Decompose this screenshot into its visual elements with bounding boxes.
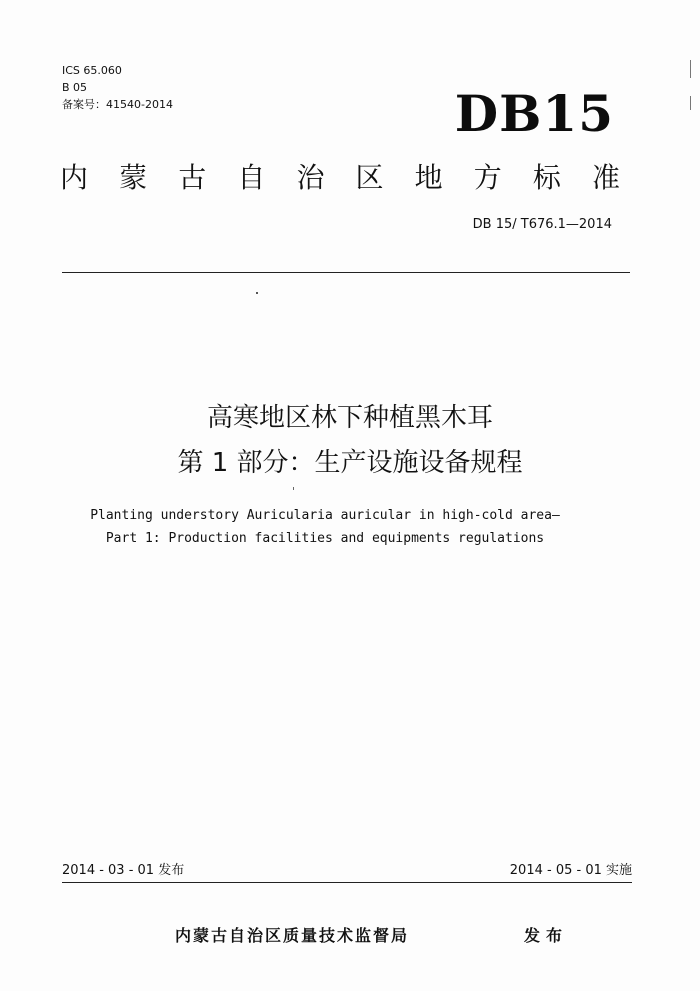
standard-type-char: 区 bbox=[355, 161, 384, 194]
standard-type-char: 内 bbox=[60, 161, 89, 194]
ics-code: ICS 65.060 bbox=[62, 64, 122, 77]
class-code: B 05 bbox=[62, 81, 88, 94]
standard-type-char: 蒙 bbox=[119, 161, 148, 194]
standard-type-char: 自 bbox=[237, 161, 266, 194]
db15-logo: DB15 bbox=[454, 84, 614, 143]
standard-type-char: 古 bbox=[178, 161, 207, 194]
classification-block bbox=[62, 62, 173, 113]
standard-type-heading bbox=[60, 160, 620, 196]
top-divider bbox=[62, 272, 630, 273]
issuing-authority: 内蒙古自治区质量技术监督局 bbox=[175, 926, 410, 945]
standard-code: DB 15/ T676.1—2014 bbox=[472, 217, 612, 232]
title-english-line-2: Part 1: Production facilities and equipments regulations bbox=[105, 531, 545, 546]
scan-speck bbox=[293, 487, 294, 490]
standard-type-char: 标 bbox=[532, 161, 561, 194]
scan-edge-mark bbox=[690, 60, 691, 78]
standard-type-char: 治 bbox=[296, 161, 325, 194]
filing-number: 备案号：41540-2014 bbox=[62, 98, 173, 111]
standard-type-char: 方 bbox=[473, 161, 502, 194]
title-english-line-1: Planting understory Auricularia auricular in high-cold area— bbox=[90, 508, 560, 523]
publish-date: 2014 - 03 - 01 发布 bbox=[62, 863, 185, 878]
bottom-divider bbox=[62, 882, 632, 883]
implement-date: 2014 - 05 - 01 实施 bbox=[509, 863, 632, 878]
issue-label: 发布 bbox=[524, 926, 569, 945]
title-chinese-line-1: 高寒地区林下种植黑木耳 bbox=[206, 403, 493, 433]
title-chinese-line-2: 第 1 部分：生产设施设备规程 bbox=[177, 448, 523, 478]
standard-type-char: 地 bbox=[414, 161, 443, 194]
standard-type-char: 准 bbox=[591, 161, 620, 194]
scan-edge-mark bbox=[690, 96, 691, 110]
scan-speck bbox=[256, 292, 258, 294]
